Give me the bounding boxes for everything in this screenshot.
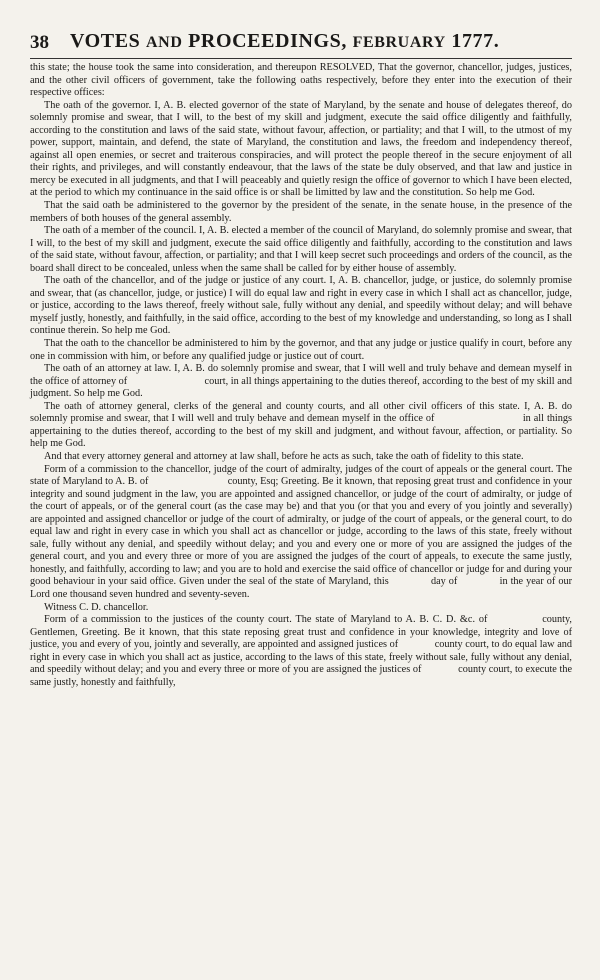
page-number: 38 — [30, 32, 49, 53]
page-header — [30, 30, 572, 59]
title-and: AND — [146, 34, 183, 51]
paragraph-chancellor-administration: That the oath to the chancellor be administered to him by the governor, and that any judge or justice qualify in court, before any one in commission with him, or before any qualified judge or justice out of court. — [30, 338, 575, 362]
running-title — [70, 30, 572, 53]
paragraph-oath-civil-officers: The oath of attorney general, clerks of the general and county courts, and all other civil officers of this state. I, A. B. do solemnly promise and swear, that I will well and truly behave and demean myself in the office of in all things appertaining to the duties thereof, according to the best of my skill and judgment, and without favour, affection, or partiality. So help me God. — [30, 400, 575, 450]
title-proceedings: PROCEEDINGS, — [188, 30, 347, 52]
paragraph-commission-chancellor: Form of a commission to the chancellor, judge of the court of admiralty, judges of the court of appeals or the general court. The state of Maryland to A. B. of county, Esq; Greeting. Be it known, that reposing great trust and confidence in your integrity and sound judgment in the law, you are appointed and assigned chancellor, or judge of the court of admiralty, or judge of the court of appeals, or of the general court (as the case may be) and that you (or that you and every of you jointly and severally) are appointed and assigned chancellor or judge of the court of admiralty, or judge of the court of appeals, or the general court, to do equal law and right in every case in which you shall act as chancellor or judge, according to the laws of this state, freely without sale, fully without any denial, and speedily without delay; and you and every one or more of you are assigned the judges of the general court, and you and every three or more of you are assigned the judges of the court of appeals, to execute the same justly, honestly, and faithfully, according to law; and you are to hold and exercise the said office of chancellor or judge for and during your good behaviour in your said office. Given under the seal of the state of Maryland, this day of in the year of our Lord one thousand seven hundred and seventy-seven. — [30, 463, 575, 600]
title-votes: VOTES — [70, 30, 141, 52]
paragraph-oath-attorney: The oath of an attorney at law. I, A. B. do solemnly promise and swear, that I will well and truly behave and demean myself in the office of attorney of court, in all things appertaining to the duties thereof, according to the best of my skill and judgment. So help me God. — [30, 363, 575, 400]
paragraph-resolution-intro: this state; the house took the same into consideration, and thereupon RESOLVED, That the governor, chancellor, judges, justices, and the other civil officers of government, take the following oaths respectively, before they enter into the execution of their respective offices: — [30, 62, 575, 99]
paragraph-oath-fidelity: And that every attorney general and attorney at law shall, before he acts as such, take the oath of fidelity to this state. — [44, 450, 524, 462]
title-february: FEBRUARY — [352, 34, 446, 51]
paragraph-governor-administration: That the said oath be administered to the governor by the president of the senate, in the senate house, in the presence of the members of both houses of the general assembly. — [30, 200, 575, 224]
paragraph-oath-council-member: The oath of a member of the council. I, A. B. elected a member of the council of Maryland, do solemnly promise and swear, that I will, to the best of my skill and judgment, execute the said office diligently and faithfully, according to the constitution and laws of the said state, without favour, affection, or partiality; and that I will keep secret such proceedings and orders of the council, as the board shall direct to be concealed, unless when the same shall be called for by either house of assembly. — [30, 225, 575, 274]
paragraph-commission-justices: Form of a commission to the justices of the county court. The state of Maryland to A. B. C. D. &c. of county, Gentlemen, Greeting. Be it known, that this state reposing great trust and confidence in your knowledge, integrity and love of justice, you and every of you, jointly and severally, are appointed and assigned justices of county court, to do equal law and right in every case in which you shall act as justice, according to the laws of this state, freely without sale, fully without any denial, and speedily without delay; and you and every three or more of you are assigned the justices of county court, to execute the same justly, honestly and faithfully, — [30, 614, 575, 688]
paragraph-witness: Witness C. D. chancellor. — [44, 601, 149, 613]
paragraph-oath-governor: The oath of the governor. I, A. B. elected governor of the state of Maryland, by the senate and house of delegates thereof, do solemnly promise and swear, that I will, to the best of my skill and judgment, execute the said office diligently and faithfully, according to the constitution and laws of the said state, without favour, affection, or partiality; and that I will, to the utmost of my power, support, maintain, and defend, the state of Maryland, the constitution and laws, the freedom and independency thereof, against all open enemies, or secret and traiterous conspiracies, and will protect the people thereof in the secure enjoyment of all their rights, and privileges, and will constantly endeavour, that the laws of the state be duly observed, and that law and justice in mercy be executed in all judgments, and that I will peaceably and quietly resign the office of governor to which I have been elected, at the period to which my continuance in the said office is or shall be limitted by law and the constitution. So help me God. — [30, 99, 575, 199]
paragraph-oath-chancellor-judge: The oath of the chancellor, and of the judge or justice of any court. I, A. B. chancellor, judge, or justice, do solemnly promise and swear, that (as chancellor, judge, or justice) I will do equal law and right in every case in which I shall act as chancellor, judge, or justice, according to the laws thereof, freely without sale, fully without any denial, and speedily without delay; and will behave myself justly, honestly, and faithfully, in the said office, according to the best of my knowledge and understanding, so long as I shall continue therein. So help me God. — [30, 275, 575, 337]
page-body — [30, 62, 575, 938]
title-year: 1777. — [451, 30, 500, 52]
